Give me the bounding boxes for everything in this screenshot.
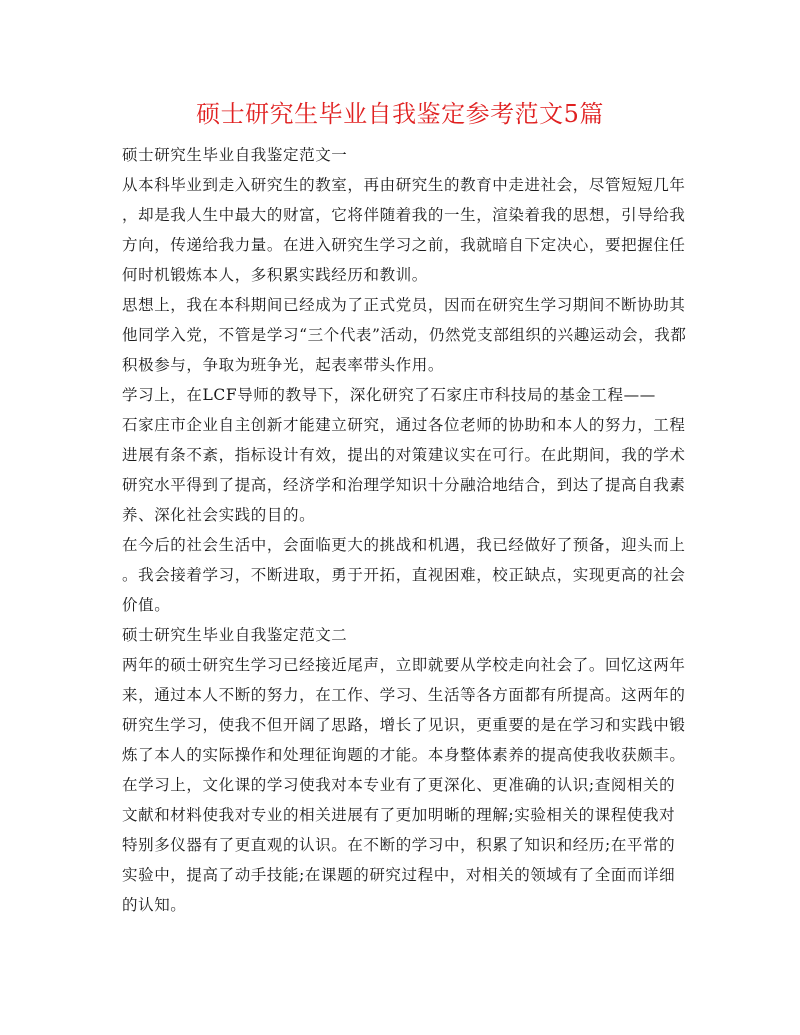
text-line: 来，通过本人不断的努力，在工作、学习、生活等各方面都有所提高。这两年的 [122, 686, 686, 704]
text-line: 特别多仪器有了更直观的认识。在不断的学习中，积累了知识和经历;在平常的 [122, 836, 676, 854]
text-line: 炼了本人的实际操作和处理征询题的才能。本身整体素养的提高使我收获颇丰。 [122, 746, 686, 764]
text-line: 在今后的社会生活中，会面临更大的挑战和机遇，我已经做好了预备，迎头而上 [122, 536, 686, 554]
text-line: 研究水平得到了提高，经济学和治理学知识十分融洽地结合，到达了提高自我素 [122, 476, 686, 494]
text-line: 文献和材料使我对专业的相关进展有了更加明晰的理解;实验相关的课程使我对 [122, 806, 676, 824]
text-line: 实验中，提高了动手技能;在课题的研究过程中，对相关的领域有了全面而详细 [122, 866, 676, 884]
text-line: 学习上，在LCF导师的教导下，深化研究了石家庄市科技局的基金工程—— [122, 386, 656, 404]
text-line: 思想上，我在本科期间已经成为了正式党员，因而在研究生学习期间不断协助其 [122, 296, 686, 314]
text-line: 从本科毕业到走入研究生的教室，再由研究生的教育中走进社会，尽管短短几年 [122, 176, 686, 194]
document-body [122, 140, 687, 920]
text-line: 进展有条不紊，指标设计有效，提出的对策建议实在可行。在此期间，我的学术 [122, 446, 686, 464]
document-title: 硕士研究生毕业自我鉴定参考范文5篇 [196, 100, 604, 128]
text-line: 积极参与，争取为班争光，起表率带头作用。 [122, 356, 445, 374]
text-line: 方向，传递给我力量。在进入研究生学习之前，我就暗自下定决心，要把握住任 [122, 236, 686, 254]
text-line: 。我会接着学习，不断进取，勇于开拓，直视困难，校正缺点，实现更高的社会 [122, 566, 686, 584]
text-line: 在学习上，文化课的学习使我对本专业有了更深化、更准确的认识;查阅相关的 [122, 776, 676, 794]
text-line: ，却是我人生中最大的财富，它将伴随着我的一生，渲染着我的思想，引导给我 [122, 206, 686, 224]
text-line: 价值。 [122, 596, 171, 614]
text-line: 何时机锻炼本人，多积累实践经历和教训。 [122, 266, 428, 284]
text-line: 研究生学习，使我不但开阔了思路，增长了见识，更重要的是在学习和实践中锻 [122, 716, 686, 734]
section-heading-2: 硕士研究生毕业自我鉴定范文二 [122, 626, 348, 644]
text-line: 养、深化社会实践的目的。 [122, 506, 316, 524]
document-page [122, 96, 687, 920]
text-line: 的认知。 [122, 896, 187, 914]
section-heading-1: 硕士研究生毕业自我鉴定范文一 [122, 146, 348, 164]
text-line: 石家庄市企业自主创新才能建立研究，通过各位老师的协助和本人的努力，工程 [122, 416, 686, 434]
text-line: 两年的硕士研究生学习已经接近尾声，立即就要从学校走向社会了。回忆这两年 [122, 656, 686, 674]
text-line: 他同学入党，不管是学习“三个代表”活动，仍然党支部组织的兴趣运动会，我都 [122, 326, 687, 344]
